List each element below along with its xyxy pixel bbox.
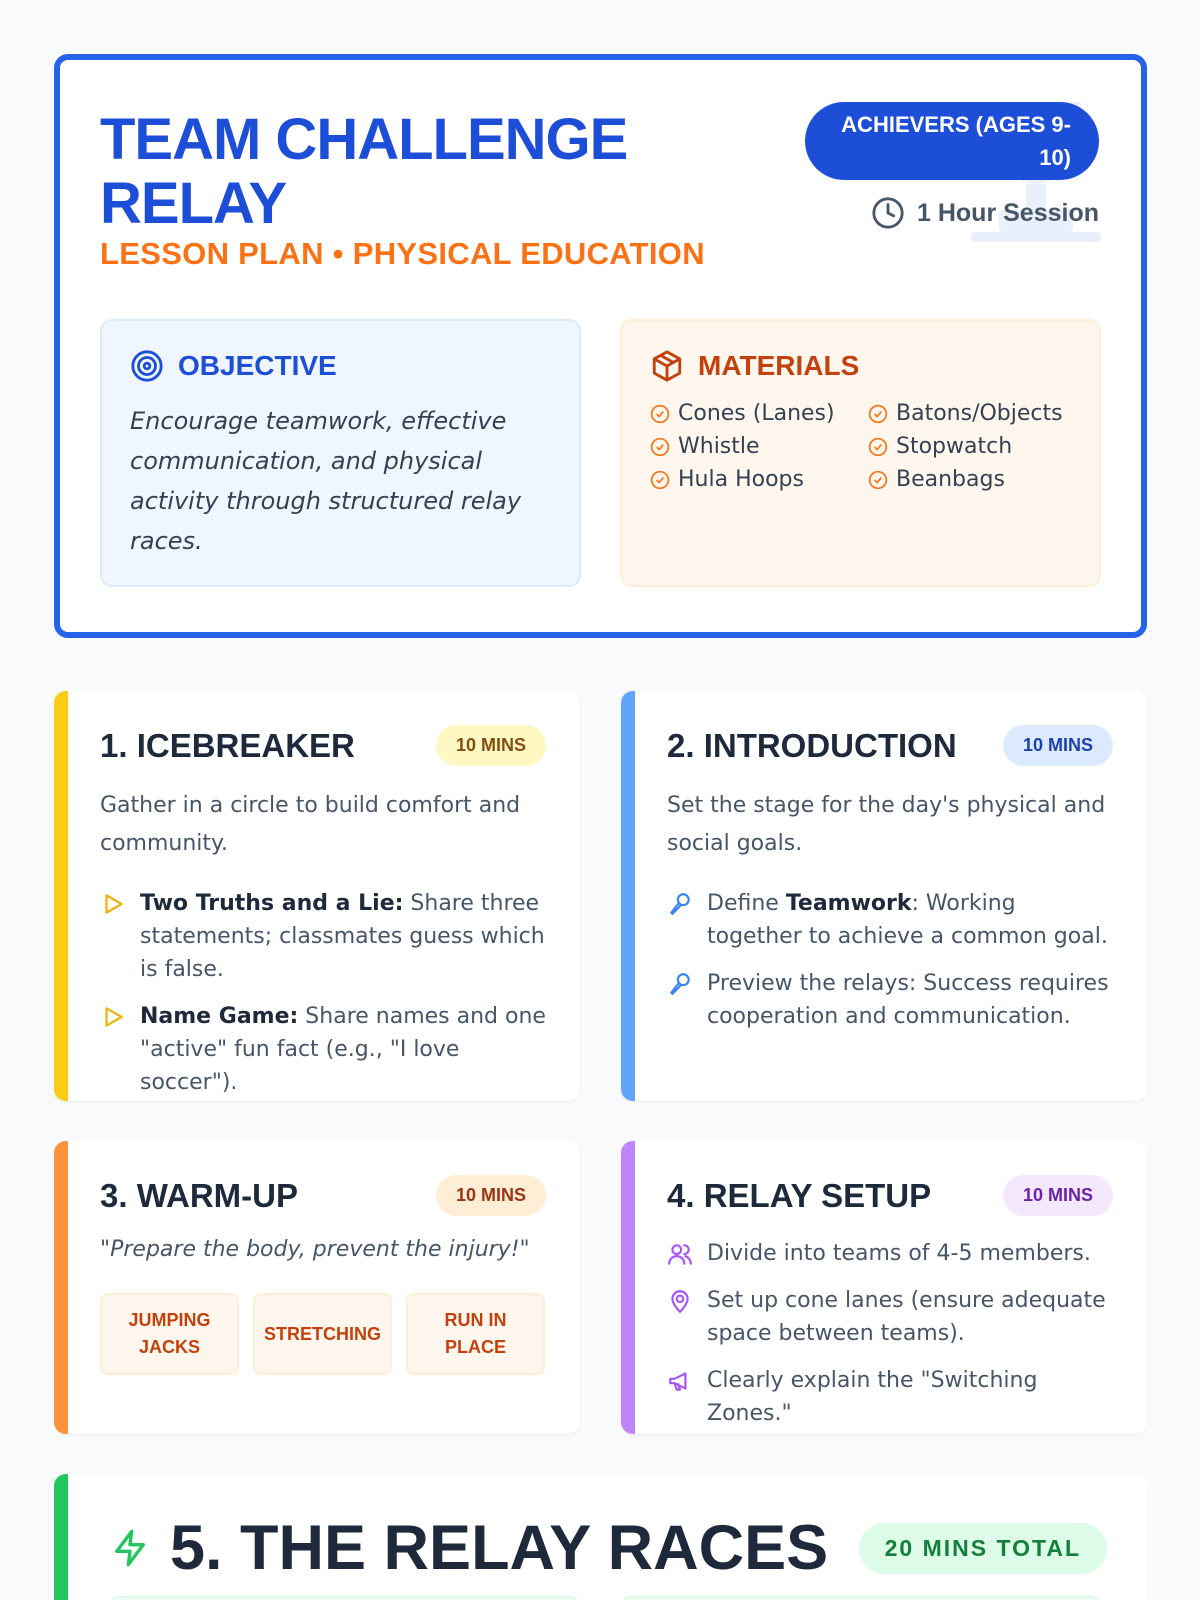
session-label: 1 Hour Session — [917, 198, 1099, 227]
list-item: Define Teamwork: Working together to achieve a common goal. — [667, 887, 1117, 953]
clock-icon — [871, 196, 905, 230]
icebreaker-accent-bar — [54, 691, 68, 1101]
package-icon — [650, 349, 684, 383]
introduction-intro: Set the stage for the day's physical and social goals. — [667, 793, 1106, 856]
lightning-icon — [110, 1528, 150, 1568]
material-item: Cones (Lanes) — [650, 399, 868, 429]
play-icon — [100, 1004, 126, 1030]
introduction-title: 2. INTRODUCTION — [667, 726, 957, 764]
list-item: Name Game: Share names and one "active" fun fact (e.g., "I love soccer"). — [100, 1000, 550, 1099]
icebreaker-intro: Gather in a circle to build comfort and community. — [100, 793, 521, 856]
setup-steps — [667, 1237, 1117, 1434]
page-subtitle: LESSON PLAN • PHYSICAL EDUCATION — [100, 236, 705, 271]
check-circle-icon — [868, 404, 888, 424]
icebreaker-card — [54, 691, 580, 1101]
warmup-quote: "Prepare the body, prevent the injury!" — [100, 1237, 530, 1262]
icebreaker-duration-badge: 10 MINS — [436, 725, 546, 766]
list-item: Set up cone lanes (ensure adequate space between teams). — [667, 1284, 1117, 1350]
microphone-icon — [667, 971, 693, 997]
list-item: Clearly explain the "Switching Zones." — [667, 1364, 1117, 1430]
list-item: Divide into teams of 4-5 members. — [667, 1237, 1117, 1270]
objective-box — [100, 319, 581, 587]
warmup-card — [54, 1141, 580, 1434]
materials-list — [650, 399, 1071, 495]
icebreaker-title: 1. ICEBREAKER — [100, 726, 355, 764]
relay-subcard — [110, 1596, 580, 1600]
setup-title: 4. RELAY SETUP — [667, 1176, 932, 1214]
setup-duration-badge: 10 MINS — [1003, 1175, 1113, 1216]
relay-races-card — [54, 1474, 1147, 1600]
material-item: Hula Hoops — [650, 465, 868, 495]
play-icon — [100, 891, 126, 917]
warmup-accent-bar — [54, 1141, 68, 1434]
objective-text: Encourage teamwork, effective communication, and physical activity through structured relay races. — [130, 407, 522, 555]
introduction-accent-bar — [621, 691, 635, 1101]
material-item: Whistle — [650, 432, 868, 462]
relay-subcard — [621, 1596, 1101, 1600]
setup-accent-bar — [621, 1141, 635, 1434]
relay-accent-bar — [54, 1474, 68, 1600]
materials-box — [620, 319, 1101, 587]
check-circle-icon — [650, 470, 670, 490]
page-title: TEAM CHALLENGE RELAY — [100, 107, 628, 236]
exercise-chip: JUMPING JACKS — [100, 1293, 239, 1375]
check-circle-icon — [868, 470, 888, 490]
users-icon — [667, 1241, 693, 1267]
introduction-duration-badge: 10 MINS — [1003, 725, 1113, 766]
materials-heading: MATERIALS — [698, 350, 860, 381]
relay-duration-badge: 20 MINS TOTAL — [859, 1523, 1107, 1574]
check-circle-icon — [650, 437, 670, 457]
warmup-duration-badge: 10 MINS — [436, 1175, 546, 1216]
icebreaker-activities — [100, 887, 550, 1101]
list-item: Two Truths and a Lie: Share three statements; classmates guess which is false. — [100, 887, 550, 986]
material-item: Beanbags — [868, 465, 1086, 495]
objective-heading: OBJECTIVE — [178, 350, 337, 381]
relay-title: 5. THE RELAY RACES — [170, 1513, 829, 1583]
introduction-points — [667, 887, 1117, 1047]
target-icon — [130, 349, 164, 383]
exercise-chip: STRETCHING — [253, 1293, 392, 1375]
warmup-exercises — [100, 1293, 545, 1375]
introduction-card — [621, 691, 1147, 1101]
microphone-icon — [667, 891, 693, 917]
age-group-badge: ACHIEVERS (AGES 9-10) — [805, 102, 1099, 180]
warmup-title: 3. WARM-UP — [100, 1176, 298, 1214]
megaphone-icon — [667, 1368, 693, 1394]
check-circle-icon — [868, 437, 888, 457]
material-item: Batons/Objects — [868, 399, 1086, 429]
list-item: Preview the relays: Success requires cooperation and communication. — [667, 967, 1117, 1033]
lesson-header-card — [54, 54, 1147, 638]
setup-card — [621, 1141, 1147, 1434]
material-item: Stopwatch — [868, 432, 1086, 462]
check-circle-icon — [650, 404, 670, 424]
exercise-chip: RUN IN PLACE — [406, 1293, 545, 1375]
map-pin-icon — [667, 1288, 693, 1314]
session-duration — [871, 196, 1099, 230]
